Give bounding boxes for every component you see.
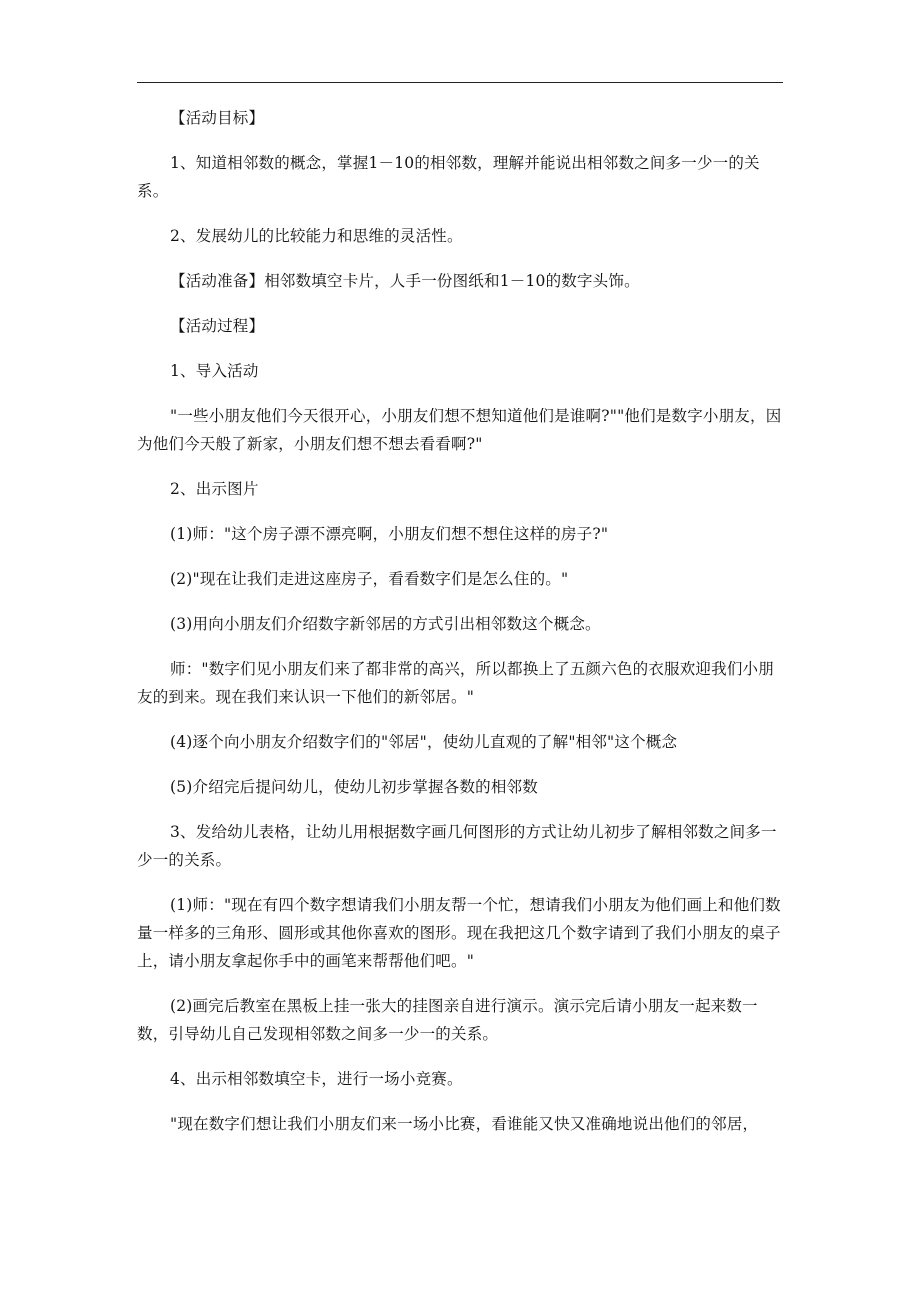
- paragraph: (5)介绍完后提问幼儿，使幼儿初步掌握各数的相邻数: [170, 778, 538, 796]
- section-heading-goals: 【活动目标】: [170, 109, 265, 127]
- paragraph: "现在数字们想让我们小朋友们来一场小比赛，看谁能又快又准确地说出他们的邻居，: [170, 1115, 759, 1133]
- header-rule: [137, 82, 783, 83]
- paragraph: (3)用向小朋友们介绍数字新邻居的方式引出相邻数这个概念。: [170, 615, 601, 633]
- paragraph: (1)师："现在有四个数字想请我们小朋友帮一个忙，想请我们小朋友为他们画上和他们数量一样多的三角形、圆形或其他你喜欢的图形。现在我把这几个数字请到了我们小朋友的桌子上，请小朋友拿起你手中的画笔来帮帮他们吧。": [137, 896, 781, 970]
- paragraph: 师："数字们见小朋友们来了都非常的高兴，所以都换上了五颜六色的衣服欢迎我们小朋友的到来。现在我们来认识一下他们的新邻居。": [137, 660, 774, 706]
- paragraph: 1、导入活动: [170, 362, 259, 380]
- paragraph: "一些小朋友他们今天很开心，小朋友们想不想知道他们是谁啊?""他们是数字小朋友，因为他们今天般了新家，小朋友们想不想去看看啊?": [137, 407, 782, 453]
- paragraph: 3、发给幼儿表格，让幼儿用根据数字画几何图形的方式让幼儿初步了解相邻数之间多一少一的关系。: [137, 823, 777, 869]
- document-body: [137, 104, 787, 1155]
- section-heading-process: 【活动过程】: [170, 317, 265, 335]
- paragraph: (1)师："这个房子漂不漂亮啊，小朋友们想不想住这样的房子?": [170, 525, 609, 543]
- paragraph: (4)逐个向小朋友介绍数字们的"邻居"，使幼儿直观的了解"相邻"这个概念: [170, 733, 678, 751]
- paragraph: 4、出示相邻数填空卡，进行一场小竞赛。: [170, 1070, 463, 1088]
- paragraph: (2)画完后教室在黑板上挂一张大的挂图亲自进行演示。演示完后请小朋友一起来数一数，引导幼儿自己发现相邻数之间多一少一的关系。: [137, 997, 758, 1043]
- paragraph: (2)"现在让我们走进这座房子，看看数字们是怎么住的。": [170, 570, 569, 588]
- section-heading-preparation: 【活动准备】相邻数填空卡片，人手一份图纸和1－10的数字头饰。: [170, 272, 640, 290]
- paragraph: 1、知道相邻数的概念，掌握1－10的相邻数，理解并能说出相邻数之间多一少一的关系。: [137, 154, 760, 200]
- paragraph: 2、发展幼儿的比较能力和思维的灵活性。: [170, 227, 463, 245]
- paragraph: 2、出示图片: [170, 480, 259, 498]
